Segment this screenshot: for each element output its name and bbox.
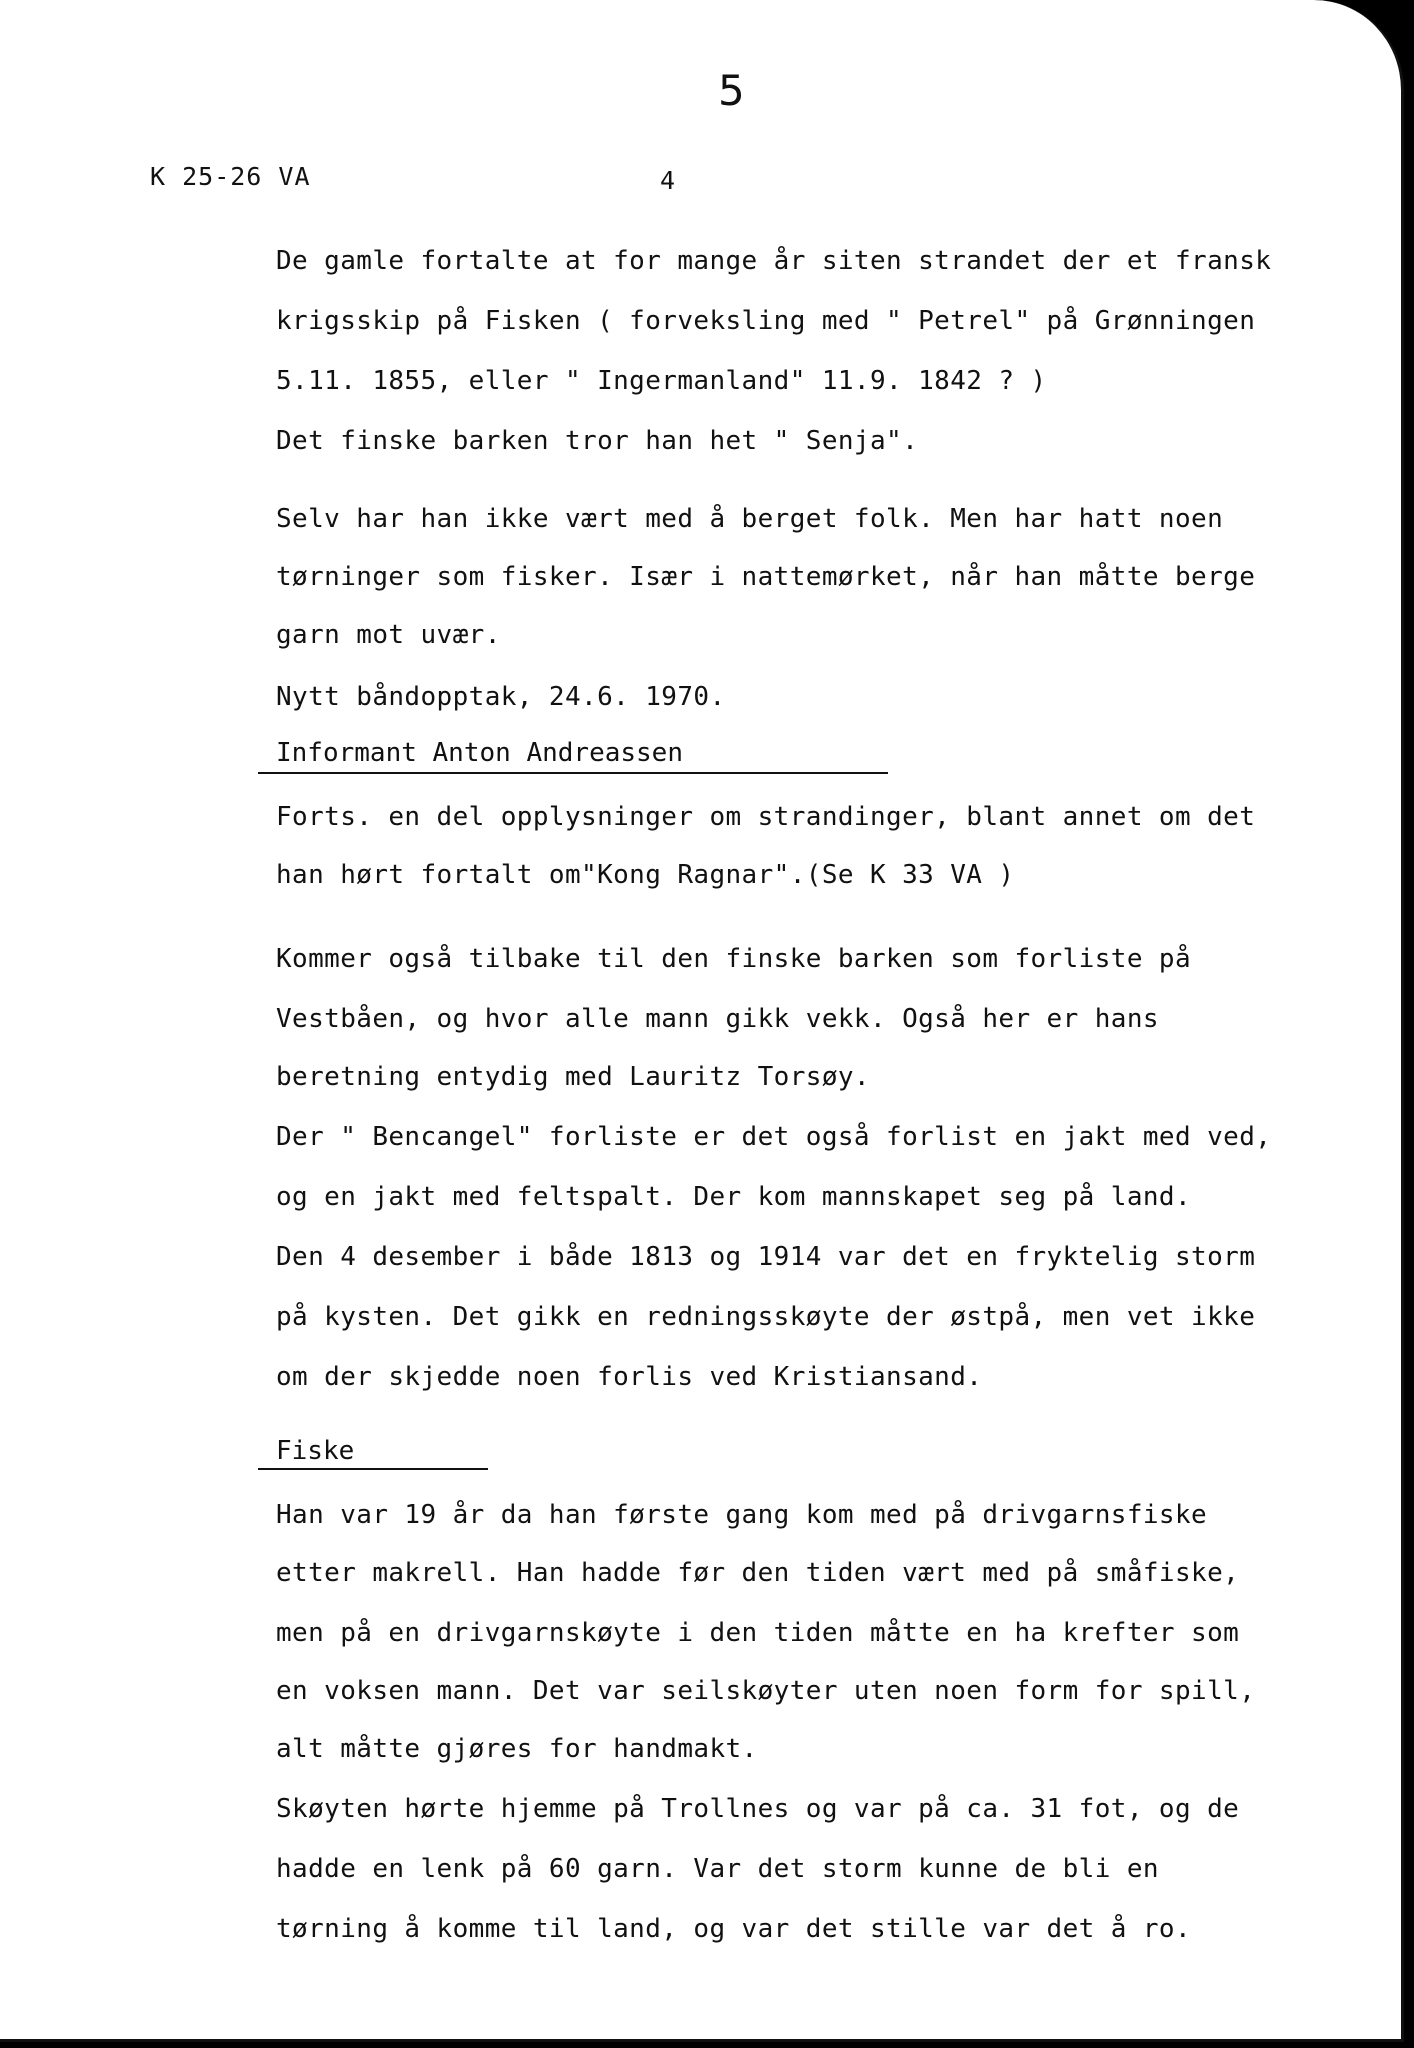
heading-underline — [258, 772, 888, 774]
text-line: på kysten. Det gikk en redningsskøyte der østpå, men vet ikke — [276, 1302, 1256, 1332]
text-line: Der " Bencangel" forliste er det også forlist en jakt med ved, — [276, 1122, 1272, 1152]
section-heading-fiske: Fiske — [276, 1436, 355, 1466]
text-line: en voksen mann. Det var seilskøyter uten noen form for spill, — [276, 1676, 1256, 1706]
text-line: han hørt fortalt om"Kong Ragnar".(Se K 33 VA ) — [276, 860, 1015, 890]
text-line: Vestbåen, og hvor alle mann gikk vekk. Også her er hans — [276, 1004, 1159, 1034]
text-line: men på en drivgarnskøyte i den tiden måtte en ha krefter som — [276, 1618, 1240, 1648]
text-line: beretning entydig med Lauritz Torsøy. — [276, 1062, 870, 1092]
text-line: 5.11. 1855, eller " Ingermanland" 11.9. 1842 ? ) — [276, 366, 1047, 396]
text-line: og en jakt med feltspalt. Der kom mannskapet seg på land. — [276, 1182, 1192, 1212]
text-line: tørninger som fisker. Især i nattemørket, når han måtte berge — [276, 562, 1256, 592]
text-line: garn mot uvær. — [276, 620, 501, 650]
text-line: Selv har han ikke vært med å berget folk. Men har hatt noen — [276, 504, 1224, 534]
text-line: De gamle fortalte at for mange år siten strandet der et fransk — [276, 246, 1272, 276]
text-line: Skøyten hørte hjemme på Trollnes og var på ca. 31 fot, og de — [276, 1794, 1240, 1824]
text-line: Nytt båndopptak, 24.6. 1970. — [276, 682, 726, 712]
heading-underline — [258, 1468, 488, 1470]
text-line: Han var 19 år da han første gang kom med på drivgarnsfiske — [276, 1500, 1208, 1530]
text-line: alt måtte gjøres for handmakt. — [276, 1734, 758, 1764]
text-line: Det finske barken tror han het " Senja". — [276, 426, 919, 456]
text-line: etter makrell. Han hadde før den tiden vært med på småfiske, — [276, 1558, 1240, 1588]
text-line: Den 4 desember i både 1813 og 1914 var det en fryktelig storm — [276, 1242, 1256, 1272]
text-line: krigsskip på Fisken ( forveksling med " Petrel" på Grønningen — [276, 306, 1256, 336]
document-id: K 25-26 VA — [150, 162, 311, 191]
handwritten-page-number: 5 — [718, 66, 745, 115]
text-line: om der skjedde noen forlis ved Kristiansand. — [276, 1362, 983, 1392]
text-line: tørning å komme til land, og var det stille var det å ro. — [276, 1914, 1192, 1944]
section-heading-informant: Informant Anton Andreassen — [276, 738, 683, 768]
text-line: Forts. en del opplysninger om strandinger, blant annet om det — [276, 802, 1256, 832]
text-line: Kommer også tilbake til den finske barken som forliste på — [276, 944, 1192, 974]
text-line: hadde en lenk på 60 garn. Var det storm kunne de bli en — [276, 1854, 1159, 1884]
typed-page-number: 4 — [660, 166, 676, 195]
